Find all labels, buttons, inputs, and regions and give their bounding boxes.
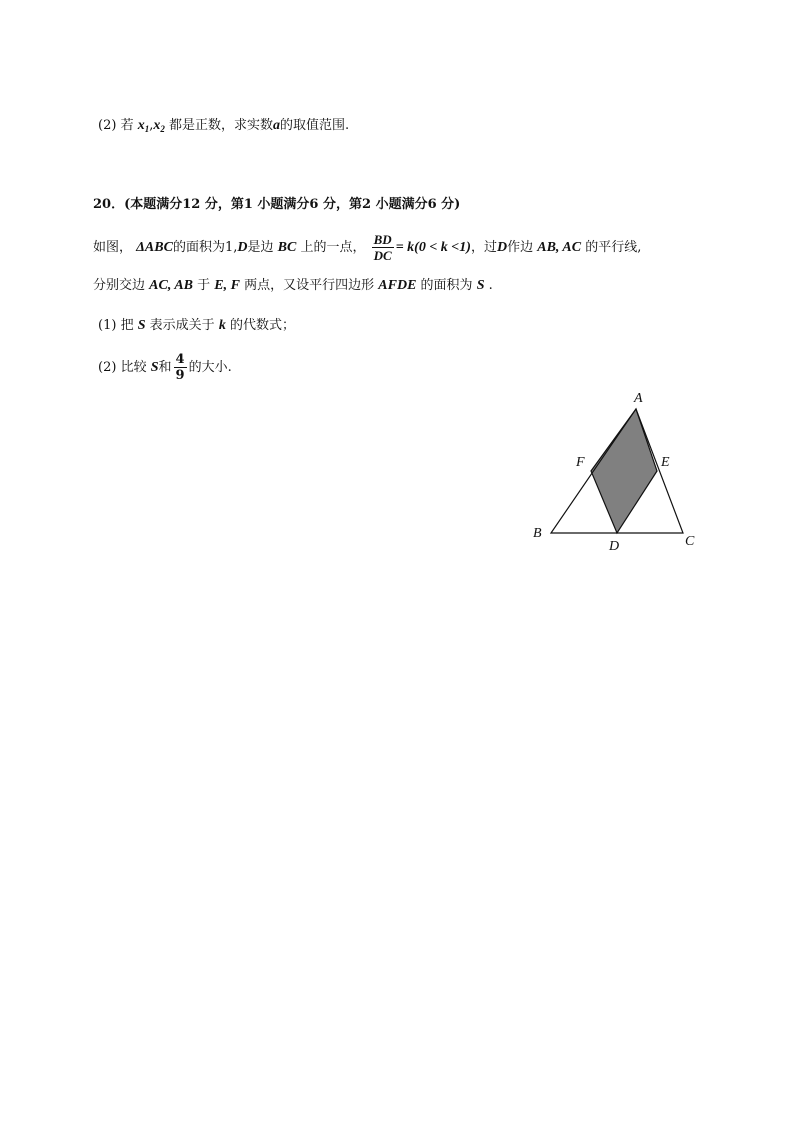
fraction-4-9: $\frac{4}{9}$ <box>175 352 185 383</box>
label-A: A <box>634 391 643 406</box>
text: 的平行线, <box>585 240 642 255</box>
text: 把 <box>120 318 134 333</box>
math-k-range: = k(0 < k <1) <box>395 240 471 255</box>
part-number: (1) <box>98 318 117 333</box>
text: 都是正数，求实数 <box>169 118 274 133</box>
text: 的大小. <box>188 360 232 375</box>
text: 两点，又设平行四边形 <box>244 278 375 293</box>
text: 上的一点， <box>300 240 366 255</box>
label-B: B <box>533 526 542 541</box>
q20-header: 20．(本题满分12 分，第1 小题满分6 分，第2 小题满分6 分) <box>93 197 461 212</box>
math-k: k <box>218 318 226 333</box>
math-BC: BC <box>277 240 297 255</box>
parallelogram-afde <box>591 409 657 533</box>
text: 比较 <box>120 360 147 375</box>
text: 于 <box>197 278 211 293</box>
text: ，过 <box>470 240 497 255</box>
text: 的代数式； <box>229 318 295 333</box>
text: 分别交边 <box>93 278 146 293</box>
fraction-bd-dc: $\frac{BD}{DC}$ <box>373 232 392 263</box>
math-D: D <box>496 240 508 255</box>
math-AC-AB: AC, AB <box>149 278 193 293</box>
var-a: a <box>273 118 281 133</box>
part-number: (2) <box>98 360 117 375</box>
label-C: C <box>685 534 695 549</box>
math-triangle: ΔABC <box>136 240 173 255</box>
label-E: E <box>661 455 670 470</box>
label-F: F <box>576 455 585 470</box>
text: . <box>488 278 493 293</box>
text: 的面积为1, <box>172 240 238 255</box>
math-E-F: E, F <box>214 278 240 293</box>
math-AB-AC: AB, AC <box>537 240 582 255</box>
text: 作边 <box>507 240 534 255</box>
text: 的面积为 <box>420 278 473 293</box>
text: 和 <box>158 360 172 375</box>
math-S: S <box>476 278 485 293</box>
label-D: D <box>609 539 620 554</box>
text: 若 <box>120 118 134 133</box>
var-x2: $x_2$ <box>153 118 165 134</box>
text: 的取值范围. <box>280 118 350 133</box>
text: 表示成关于 <box>149 318 215 333</box>
comma: , <box>149 118 154 133</box>
text: 如图， <box>93 240 133 255</box>
math-S: S <box>137 318 146 333</box>
var-x1: $x_1$ <box>137 118 150 134</box>
text: 是边 <box>247 240 274 255</box>
math-S: S <box>150 360 159 375</box>
math-D: D <box>237 240 248 255</box>
math-AFDE: AFDE <box>378 278 417 293</box>
part-number: (2) <box>98 118 117 133</box>
